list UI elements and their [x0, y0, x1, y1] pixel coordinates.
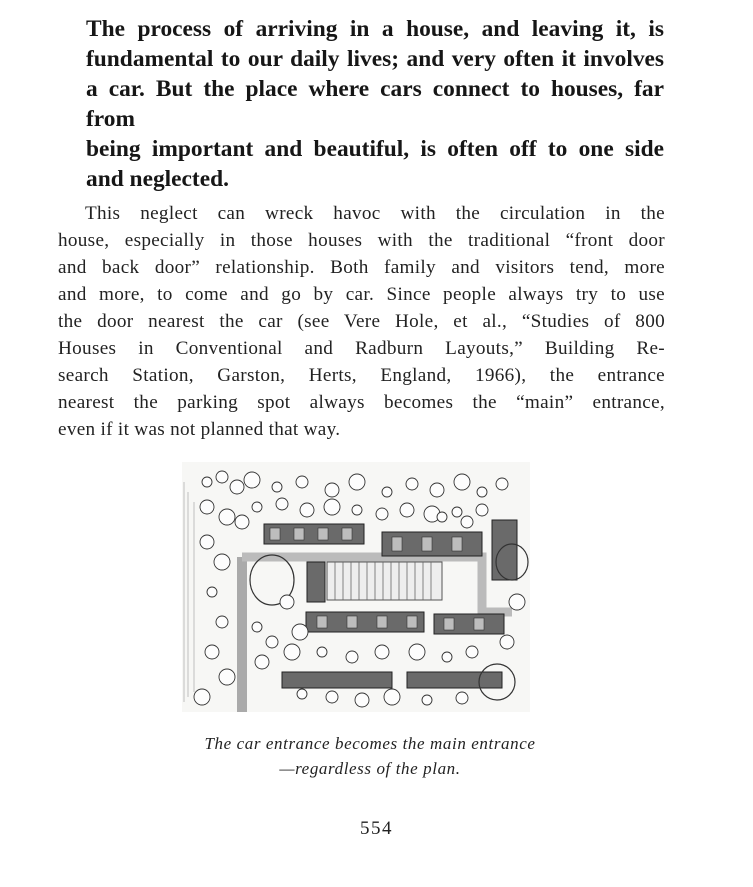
caption-line: The car entrance becomes the main entrance — [204, 734, 536, 753]
body-line: the door nearest the car (see Vere Hole, et al., “Studies of 800 — [58, 311, 665, 332]
tree-icon — [437, 512, 447, 522]
tree-icon — [276, 498, 288, 510]
tree-icon — [207, 587, 217, 597]
tree-icon — [442, 652, 452, 662]
tree-icon — [382, 487, 392, 497]
body-line: nearest the parking spot always becomes the “main” entrance, — [58, 392, 665, 413]
tree-icon — [430, 483, 444, 497]
body-line: Houses in Conventional and Radburn Layouts,” Building Re- — [58, 338, 665, 359]
site-plan-drawing — [182, 462, 530, 712]
tree-icon — [216, 616, 228, 628]
tree-icon — [422, 695, 432, 705]
tree-icon — [272, 482, 282, 492]
figure-caption — [120, 731, 620, 781]
tree-icon — [461, 516, 473, 528]
body-line: and back door” relationship. Both family and visitors tend, more — [58, 257, 665, 278]
tree-icon — [384, 689, 400, 705]
site-plan-figure — [182, 462, 530, 712]
body-line: house, especially in those houses with the traditional “front door — [58, 230, 665, 251]
tree-icon — [266, 636, 278, 648]
tree-icon — [296, 476, 308, 488]
tree-icon — [244, 472, 260, 488]
lead-line: fundamental to our daily lives; and very often it involves — [86, 46, 664, 72]
body-line: search Station, Garston, Herts, England, 1966), the entrance — [58, 365, 665, 386]
tree-icon — [252, 622, 262, 632]
tree-icon — [292, 624, 308, 640]
tree-icon — [324, 499, 340, 515]
body-line: and more, to come and go by car. Since people always try to use — [58, 284, 665, 305]
parking-area — [327, 562, 442, 600]
tree-icon — [219, 669, 235, 685]
tree-icon — [352, 505, 362, 515]
tree-icon — [230, 480, 244, 494]
tree-icon — [409, 644, 425, 660]
tree-icon — [252, 502, 262, 512]
tree-icon — [297, 689, 307, 699]
tree-icon — [346, 651, 358, 663]
tree-icon — [325, 483, 339, 497]
tree-icon — [219, 509, 235, 525]
tree-icon — [476, 504, 488, 516]
tree-icon — [466, 646, 478, 658]
tree-icon — [216, 471, 228, 483]
lead-line: The process of arriving in a house, and leaving it, is — [86, 16, 664, 42]
lead-line: a car. But the place where cars connect to houses, far from — [86, 76, 664, 132]
tree-icon — [326, 691, 338, 703]
tree-icon — [255, 655, 269, 669]
body-paragraph — [58, 200, 665, 443]
tree-icon — [500, 635, 514, 649]
tree-icon — [280, 595, 294, 609]
tree-icon — [496, 478, 508, 490]
lead-paragraph — [86, 14, 664, 194]
tree-icon — [317, 647, 327, 657]
tree-icon — [355, 693, 369, 707]
tree-icon — [284, 644, 300, 660]
tree-icon — [200, 500, 214, 514]
tree-icon — [452, 507, 462, 517]
tree-icon — [214, 554, 230, 570]
body-line: This neglect can wreck havoc with the circulation in the — [85, 203, 665, 224]
tree-icon — [349, 474, 365, 490]
tree-icon — [477, 487, 487, 497]
tree-icon — [205, 645, 219, 659]
tree-icon — [376, 508, 388, 520]
lead-line: being important and beautiful, is often off to one side — [86, 136, 664, 162]
tree-icon — [454, 474, 470, 490]
page-number: 554 — [360, 818, 393, 839]
tree-icon — [235, 515, 249, 529]
tree-icon — [509, 594, 525, 610]
tree-icon — [202, 477, 212, 487]
tree-icon — [200, 535, 214, 549]
body-line: even if it was not planned that way. — [58, 419, 341, 440]
tree-icon — [375, 645, 389, 659]
tree-icon — [300, 503, 314, 517]
tree-icon — [194, 689, 210, 705]
lead-line: and neglected. — [86, 166, 229, 192]
tree-icon — [406, 478, 418, 490]
caption-line: —regardless of the plan. — [279, 759, 461, 778]
tree-icon — [456, 692, 468, 704]
tree-icon — [400, 503, 414, 517]
